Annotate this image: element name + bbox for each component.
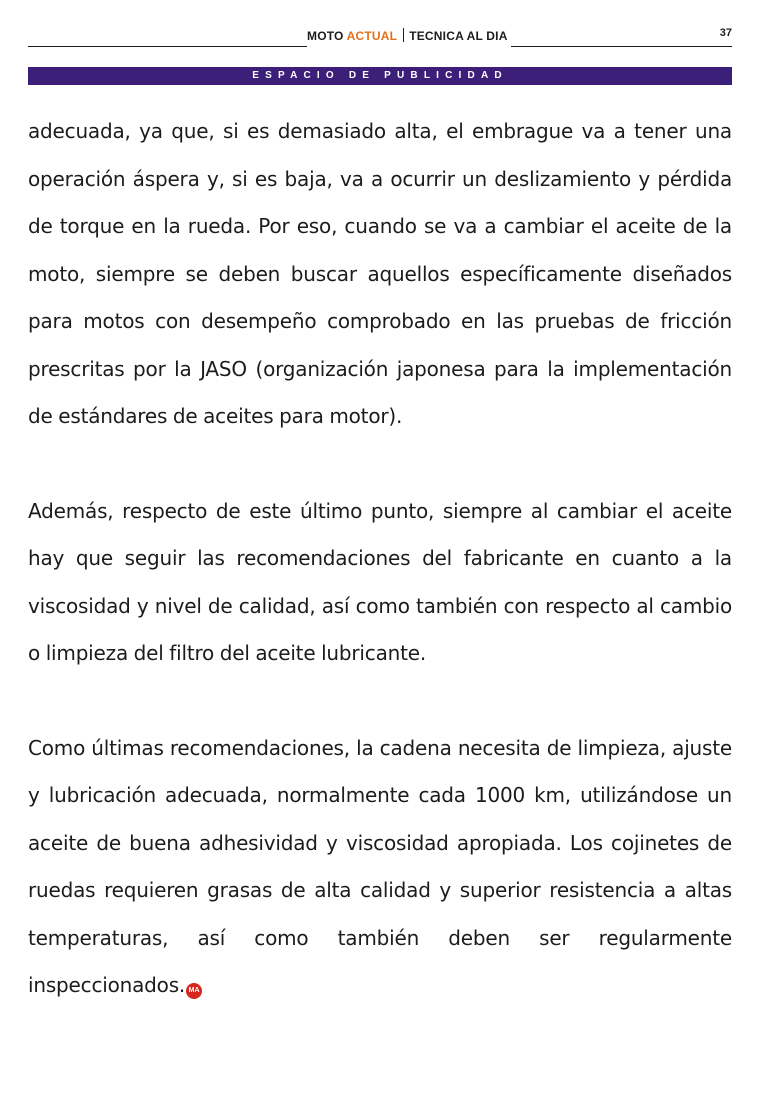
section-title: TECNICA AL DIA xyxy=(409,29,508,43)
article-body xyxy=(28,108,732,1010)
brand-moto: MOTO xyxy=(307,29,344,43)
end-of-article-icon: MA xyxy=(186,983,202,999)
header-rule-right xyxy=(511,46,732,47)
article-paragraph-3-text: Como últimas recomendaciones, la cadena necesita de limpieza, ajuste y lubricación adecuada, normalmente cada 1000 km, utilizándose un aceite de buena adhesividad y viscosidad apropiada. Los cojinetes de ruedas requieren grasas de alta calidad y superior resistencia a altas temperaturas, así como también deben ser regularmente inspeccionados. xyxy=(28,735,732,997)
page-header xyxy=(28,26,732,50)
brand-separator xyxy=(403,28,404,42)
page-number: 37 xyxy=(719,27,732,39)
ad-space-banner: ESPACIO DE PUBLICIDAD xyxy=(28,67,732,85)
publication-brand xyxy=(307,28,508,43)
header-rule-left xyxy=(28,46,307,47)
brand-actual: ACTUAL xyxy=(346,29,398,43)
article-paragraph-3 xyxy=(28,725,732,1010)
article-paragraph-2: Además, respecto de este último punto, siempre al cambiar el aceite hay que seguir las recomendaciones del fabricante en cuanto a la viscosidad y nivel de calidad, así como también con respecto al cambio o limpieza del filtro del aceite lubricante. xyxy=(28,498,732,665)
article-paragraph-1: adecuada, ya que, si es demasiado alta, el embrague va a tener una operación áspera y, si es baja, va a ocurrir un deslizamiento y pérdida de torque en la rueda. Por eso, cuando se va a cambiar el aceite de la moto, siempre se deben buscar aquellos específicamente diseñados para motos con desempeño comprobado en las pruebas de fricción prescritas por la JASO (organización japonesa para la implementación de estándares de aceites para motor). xyxy=(28,119,732,428)
